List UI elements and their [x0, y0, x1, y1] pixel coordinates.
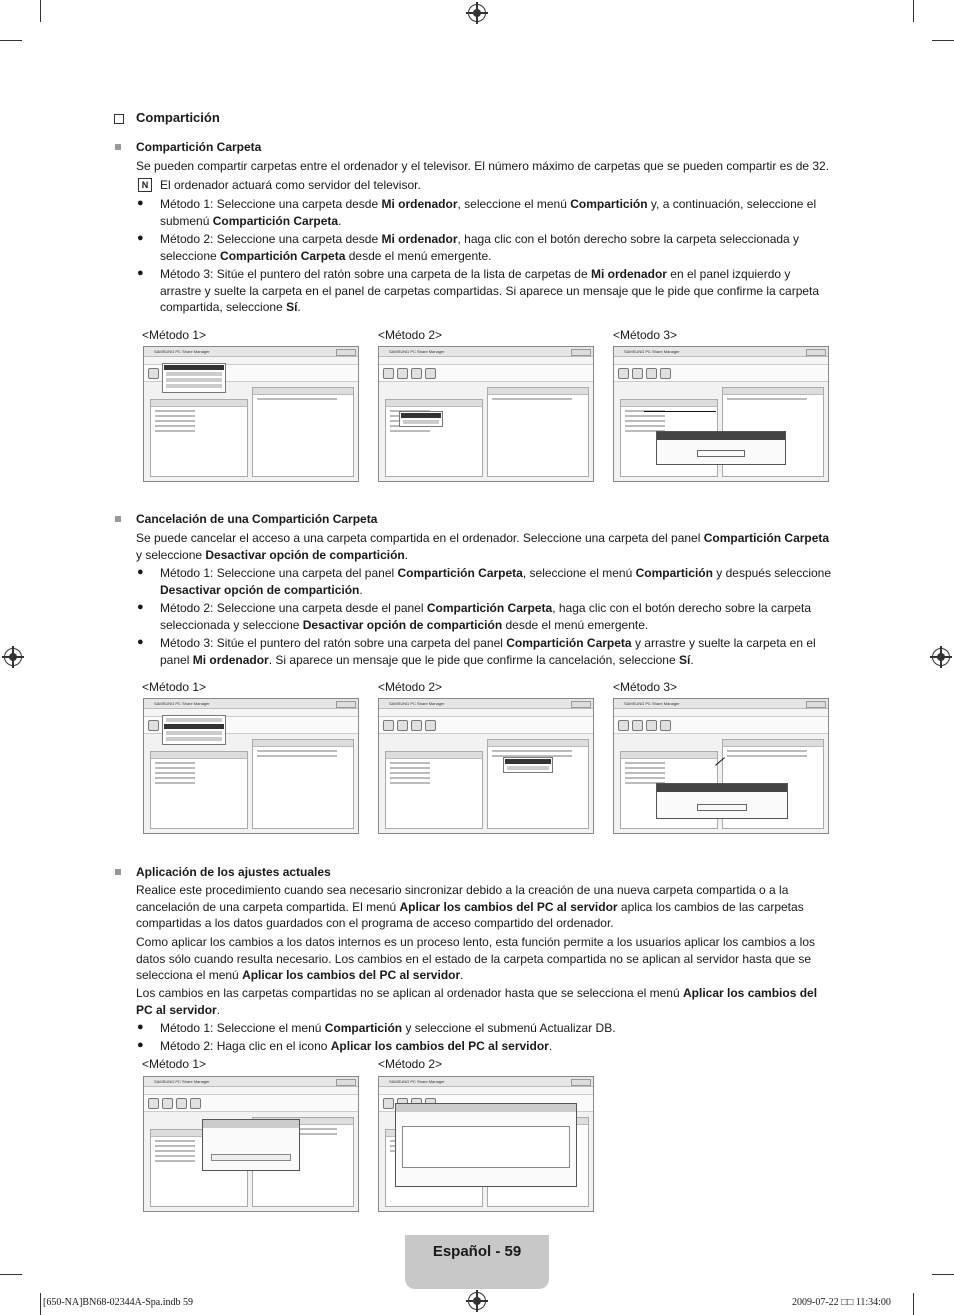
paragraph: Realice este procedimiento cuando sea necesario sincronizar debido a la creación de una nueva carpeta compartida o a la cancelación de una carpeta compartida. El menú Aplicar los cambios del PC al servidor aplica los cambios de las carpetas compartidas a los datos guardados con el programa de acceso compartido del ordenador.	[136, 883, 804, 930]
square-bullet-icon	[115, 869, 121, 875]
screenshot-cancel-method-3: SAMSUNG PC Share Manager	[613, 698, 829, 834]
paragraph: Los cambios en las carpetas compartidas no se aplican al ordenador hasta que se selecciona el menú Aplicar los cambios del PC al servidor.	[136, 986, 818, 1017]
paragraph: Como aplicar los cambios a los datos internos es un proceso lento, esta función permite a los usuarios aplicar los cambios a los datos sólo cuando resulta necesario. Los cambios en el estado de la carpeta compartida no se aplican al servidor hasta que se selecciona el menú Aplicar los cambios del PC al servidor.	[136, 935, 816, 982]
crop-mark	[913, 1293, 914, 1315]
crop-mark	[40, 1293, 41, 1315]
subsection-title: Cancelación de una Compartición Carpeta	[136, 512, 378, 526]
square-bullet-icon	[115, 144, 121, 150]
bullet-icon: ●	[137, 267, 144, 279]
method-text: Método 1: Seleccione una carpeta del panel Compartición Carpeta, seleccione el menú Compartición y después seleccione Desactivar opción de compartición.	[160, 566, 832, 597]
bullet-icon: ●	[137, 601, 144, 613]
footer-timestamp: 2009-07-22 □□ 11:34:00	[792, 1297, 891, 1308]
caption-method-1: <Método 1>	[142, 680, 207, 694]
subsection-title: Aplicación de los ajustes actuales	[136, 865, 331, 879]
method-text: Método 1: Seleccione el menú Compartición y seleccione el submenú Actualizar DB.	[160, 1021, 616, 1035]
footer-file-info: [650-NA]BN68-02344A-Spa.indb 59	[43, 1297, 193, 1308]
method-text: Método 3: Sitúe el puntero del ratón sobre una carpeta de la lista de carpetas de Mi ordenador en el panel izquierdo y arrastre y suelte la carpeta en el panel de carpetas compartidas. Si aparece un mensaje que le pide que confirme la carpeta compartida, seleccione Sí.	[160, 267, 820, 314]
caption-method-2: <Método 2>	[378, 1057, 443, 1071]
method-text: Método 1: Seleccione una carpeta desde Mi ordenador, seleccione el menú Compartición y, a continuación, seleccione el submenú Compartición Carpeta.	[160, 197, 817, 228]
registration-mark-icon	[468, 4, 486, 22]
crop-mark	[932, 40, 954, 41]
crop-mark	[0, 40, 22, 41]
screenshot-cancel-method-2: SAMSUNG PC Share Manager	[378, 698, 594, 834]
screenshot-share-method-3: SAMSUNG PC Share Manager	[613, 346, 829, 482]
bullet-icon: ●	[137, 636, 144, 648]
paragraph: Se pueden compartir carpetas entre el ordenador y el televisor. El número máximo de carpetas que se pueden compartir es de 32.	[136, 159, 830, 173]
method-text: Método 2: Seleccione una carpeta desde el panel Compartición Carpeta, haga clic con el botón derecho sobre la carpeta seleccionada y seleccione Desactivar opción de compartición desde el menú emergente.	[160, 601, 812, 632]
note-icon: N	[138, 178, 152, 192]
caption-method-1: <Método 1>	[142, 328, 207, 342]
paragraph: Se puede cancelar el acceso a una carpeta compartida en el ordenador. Seleccione una carpeta del panel Compartición Carpeta y seleccione Desactivar opción de compartición.	[136, 531, 830, 562]
bullet-icon: ●	[137, 197, 144, 209]
registration-mark-icon	[468, 1292, 486, 1310]
caption-method-1: <Método 1>	[142, 1057, 207, 1071]
subsection-title: Compartición Carpeta	[136, 140, 262, 154]
screenshot-cancel-method-1: SAMSUNG PC Share Manager	[143, 698, 359, 834]
bullet-icon: ●	[137, 232, 144, 244]
method-text: Método 3: Sitúe el puntero del ratón sobre una carpeta del panel Compartición Carpeta y arrastre y suelte la carpeta en el panel Mi ordenador. Si aparece un mensaje que le pide que confirme la cancelación, seleccione Sí.	[160, 636, 816, 667]
page-number-tab	[405, 1235, 549, 1289]
screenshot-apply-method-1: SAMSUNG PC Share Manager	[143, 1076, 359, 1212]
checkbox-bullet-icon	[114, 114, 124, 124]
crop-mark	[913, 0, 914, 22]
caption-method-2: <Método 2>	[378, 680, 443, 694]
bullet-icon: ●	[137, 1039, 144, 1051]
bullet-icon: ●	[137, 566, 144, 578]
method-text: Método 2: Haga clic en el icono Aplicar los cambios del PC al servidor.	[160, 1039, 553, 1053]
screenshot-share-method-2: SAMSUNG PC Share Manager	[378, 346, 594, 482]
section-title: Compartición	[136, 110, 220, 125]
crop-mark	[0, 1274, 22, 1275]
screenshot-apply-method-2: SAMSUNG PC Share Manager	[378, 1076, 594, 1212]
registration-mark-icon	[932, 648, 950, 666]
screenshot-share-method-1: SAMSUNG PC Share Manager	[143, 346, 359, 482]
page-label: Español - 59	[432, 1243, 522, 1260]
bullet-icon: ●	[137, 1021, 144, 1033]
crop-mark	[932, 1274, 954, 1275]
method-text: Método 2: Seleccione una carpeta desde Mi ordenador, haga clic con el botón derecho sobre la carpeta seleccionada y seleccione Compartición Carpeta desde el menú emergente.	[160, 232, 800, 263]
caption-method-3: <Método 3>	[613, 680, 678, 694]
note-text: El ordenador actuará como servidor del televisor.	[160, 178, 421, 192]
registration-mark-icon	[4, 648, 22, 666]
caption-method-3: <Método 3>	[613, 328, 678, 342]
square-bullet-icon	[115, 516, 121, 522]
caption-method-2: <Método 2>	[378, 328, 443, 342]
crop-mark	[40, 0, 41, 22]
